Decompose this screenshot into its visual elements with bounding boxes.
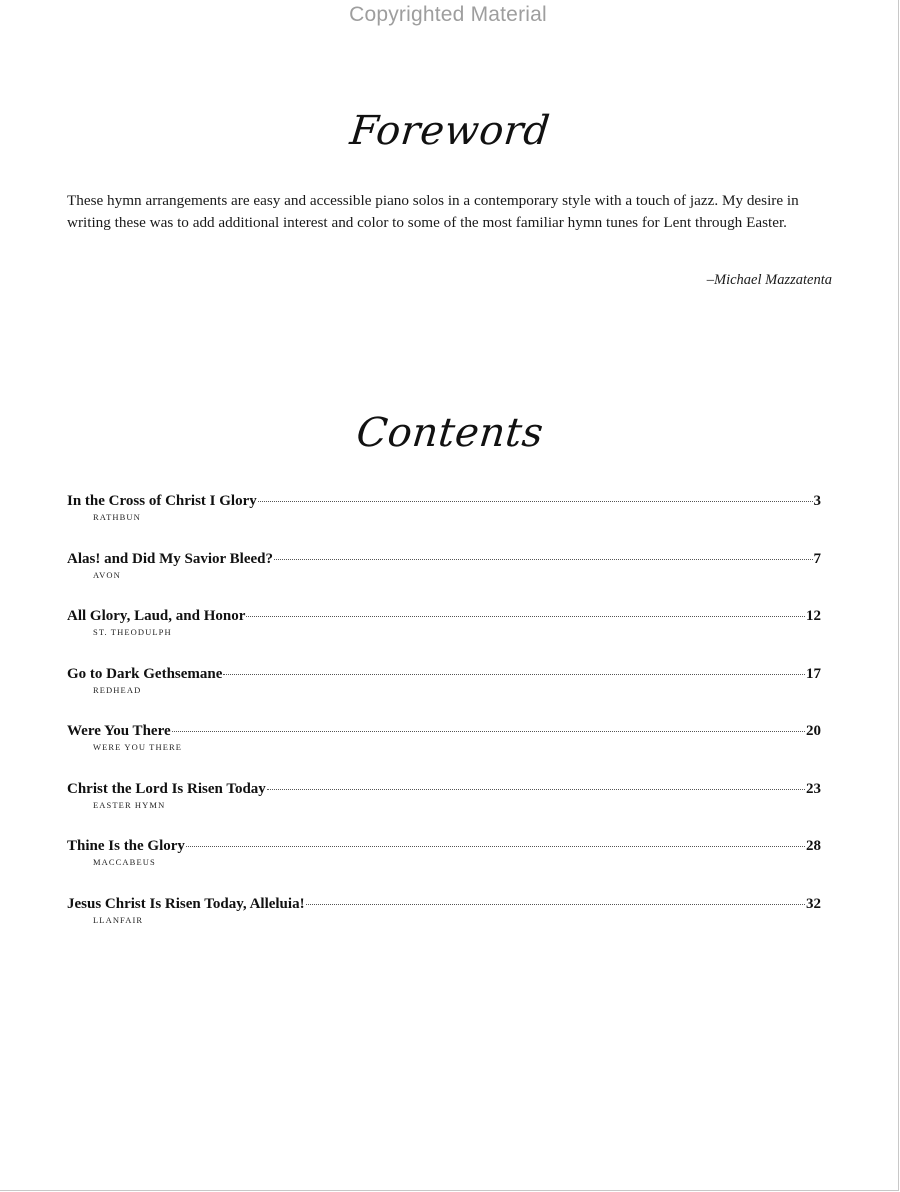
toc-leader-dots xyxy=(274,559,813,560)
toc-entry-page: 12 xyxy=(806,608,821,624)
toc-entry-page: 32 xyxy=(806,895,821,912)
toc-entry[interactable] xyxy=(67,779,821,837)
toc-entry-tune: LLANFAIR xyxy=(93,914,144,925)
toc-entry-page: 20 xyxy=(806,723,821,739)
toc-leader-dots xyxy=(186,846,805,847)
toc-entry-title: Alas! and Did My Savior Bleed? xyxy=(67,550,273,567)
toc-entry-tune: ST. THEODULPH xyxy=(93,627,172,637)
toc-entry-page: 3 xyxy=(813,493,821,509)
toc-entry-tune: RATHBUN xyxy=(93,512,141,522)
toc-entry[interactable] xyxy=(67,836,821,894)
toc-entry[interactable] xyxy=(67,894,821,952)
contents-heading: Contents xyxy=(354,410,546,456)
toc-entry-page: 7 xyxy=(813,550,821,567)
toc-entry-title: Thine Is the Glory xyxy=(67,838,185,854)
foreword-heading: Foreword xyxy=(347,108,553,154)
toc-entry-tune: AVON xyxy=(93,569,121,580)
toc-entry[interactable] xyxy=(67,721,821,779)
copyright-watermark: Copyrighted Material xyxy=(349,3,547,26)
table-of-contents xyxy=(67,491,821,951)
toc-entry[interactable] xyxy=(67,549,821,607)
toc-entry-tune: REDHEAD xyxy=(93,684,142,695)
toc-entry-page: 23 xyxy=(806,780,821,797)
toc-entry-title: All Glory, Laud, and Honor xyxy=(67,608,246,624)
toc-entry[interactable] xyxy=(67,664,821,722)
toc-entry-tune: MACCABEUS xyxy=(93,857,156,867)
foreword-body: These hymn arrangements are easy and accessible piano solos in a contemporary style with a touch of jazz. My desire in writing these was to add additional interest and color to some of the most familiar hymn tunes for Lent through Easter. xyxy=(67,192,799,231)
toc-entry-page: 28 xyxy=(806,838,821,854)
toc-entry-title: In the Cross of Christ I Glory xyxy=(67,493,257,509)
toc-entry-title: Were You There xyxy=(67,723,171,739)
toc-entry[interactable] xyxy=(67,491,821,549)
toc-leader-dots xyxy=(267,789,805,790)
toc-entry-tune: WERE YOU THERE xyxy=(93,742,183,752)
toc-leader-dots xyxy=(172,731,805,732)
toc-entry-title: Go to Dark Gethsemane xyxy=(67,665,223,682)
toc-entry-title: Christ the Lord Is Risen Today xyxy=(67,780,266,797)
toc-entry[interactable] xyxy=(67,606,821,664)
foreword-signature: –Michael Mazzatenta xyxy=(706,272,832,288)
toc-leader-dots xyxy=(258,501,813,502)
toc-entry-page: 17 xyxy=(806,665,821,682)
toc-entry-tune: EASTER HYMN xyxy=(93,799,166,810)
toc-leader-dots xyxy=(306,904,805,905)
toc-leader-dots xyxy=(223,674,805,675)
toc-leader-dots xyxy=(246,616,805,617)
toc-entry-title: Jesus Christ Is Risen Today, Alleluia! xyxy=(67,895,305,912)
